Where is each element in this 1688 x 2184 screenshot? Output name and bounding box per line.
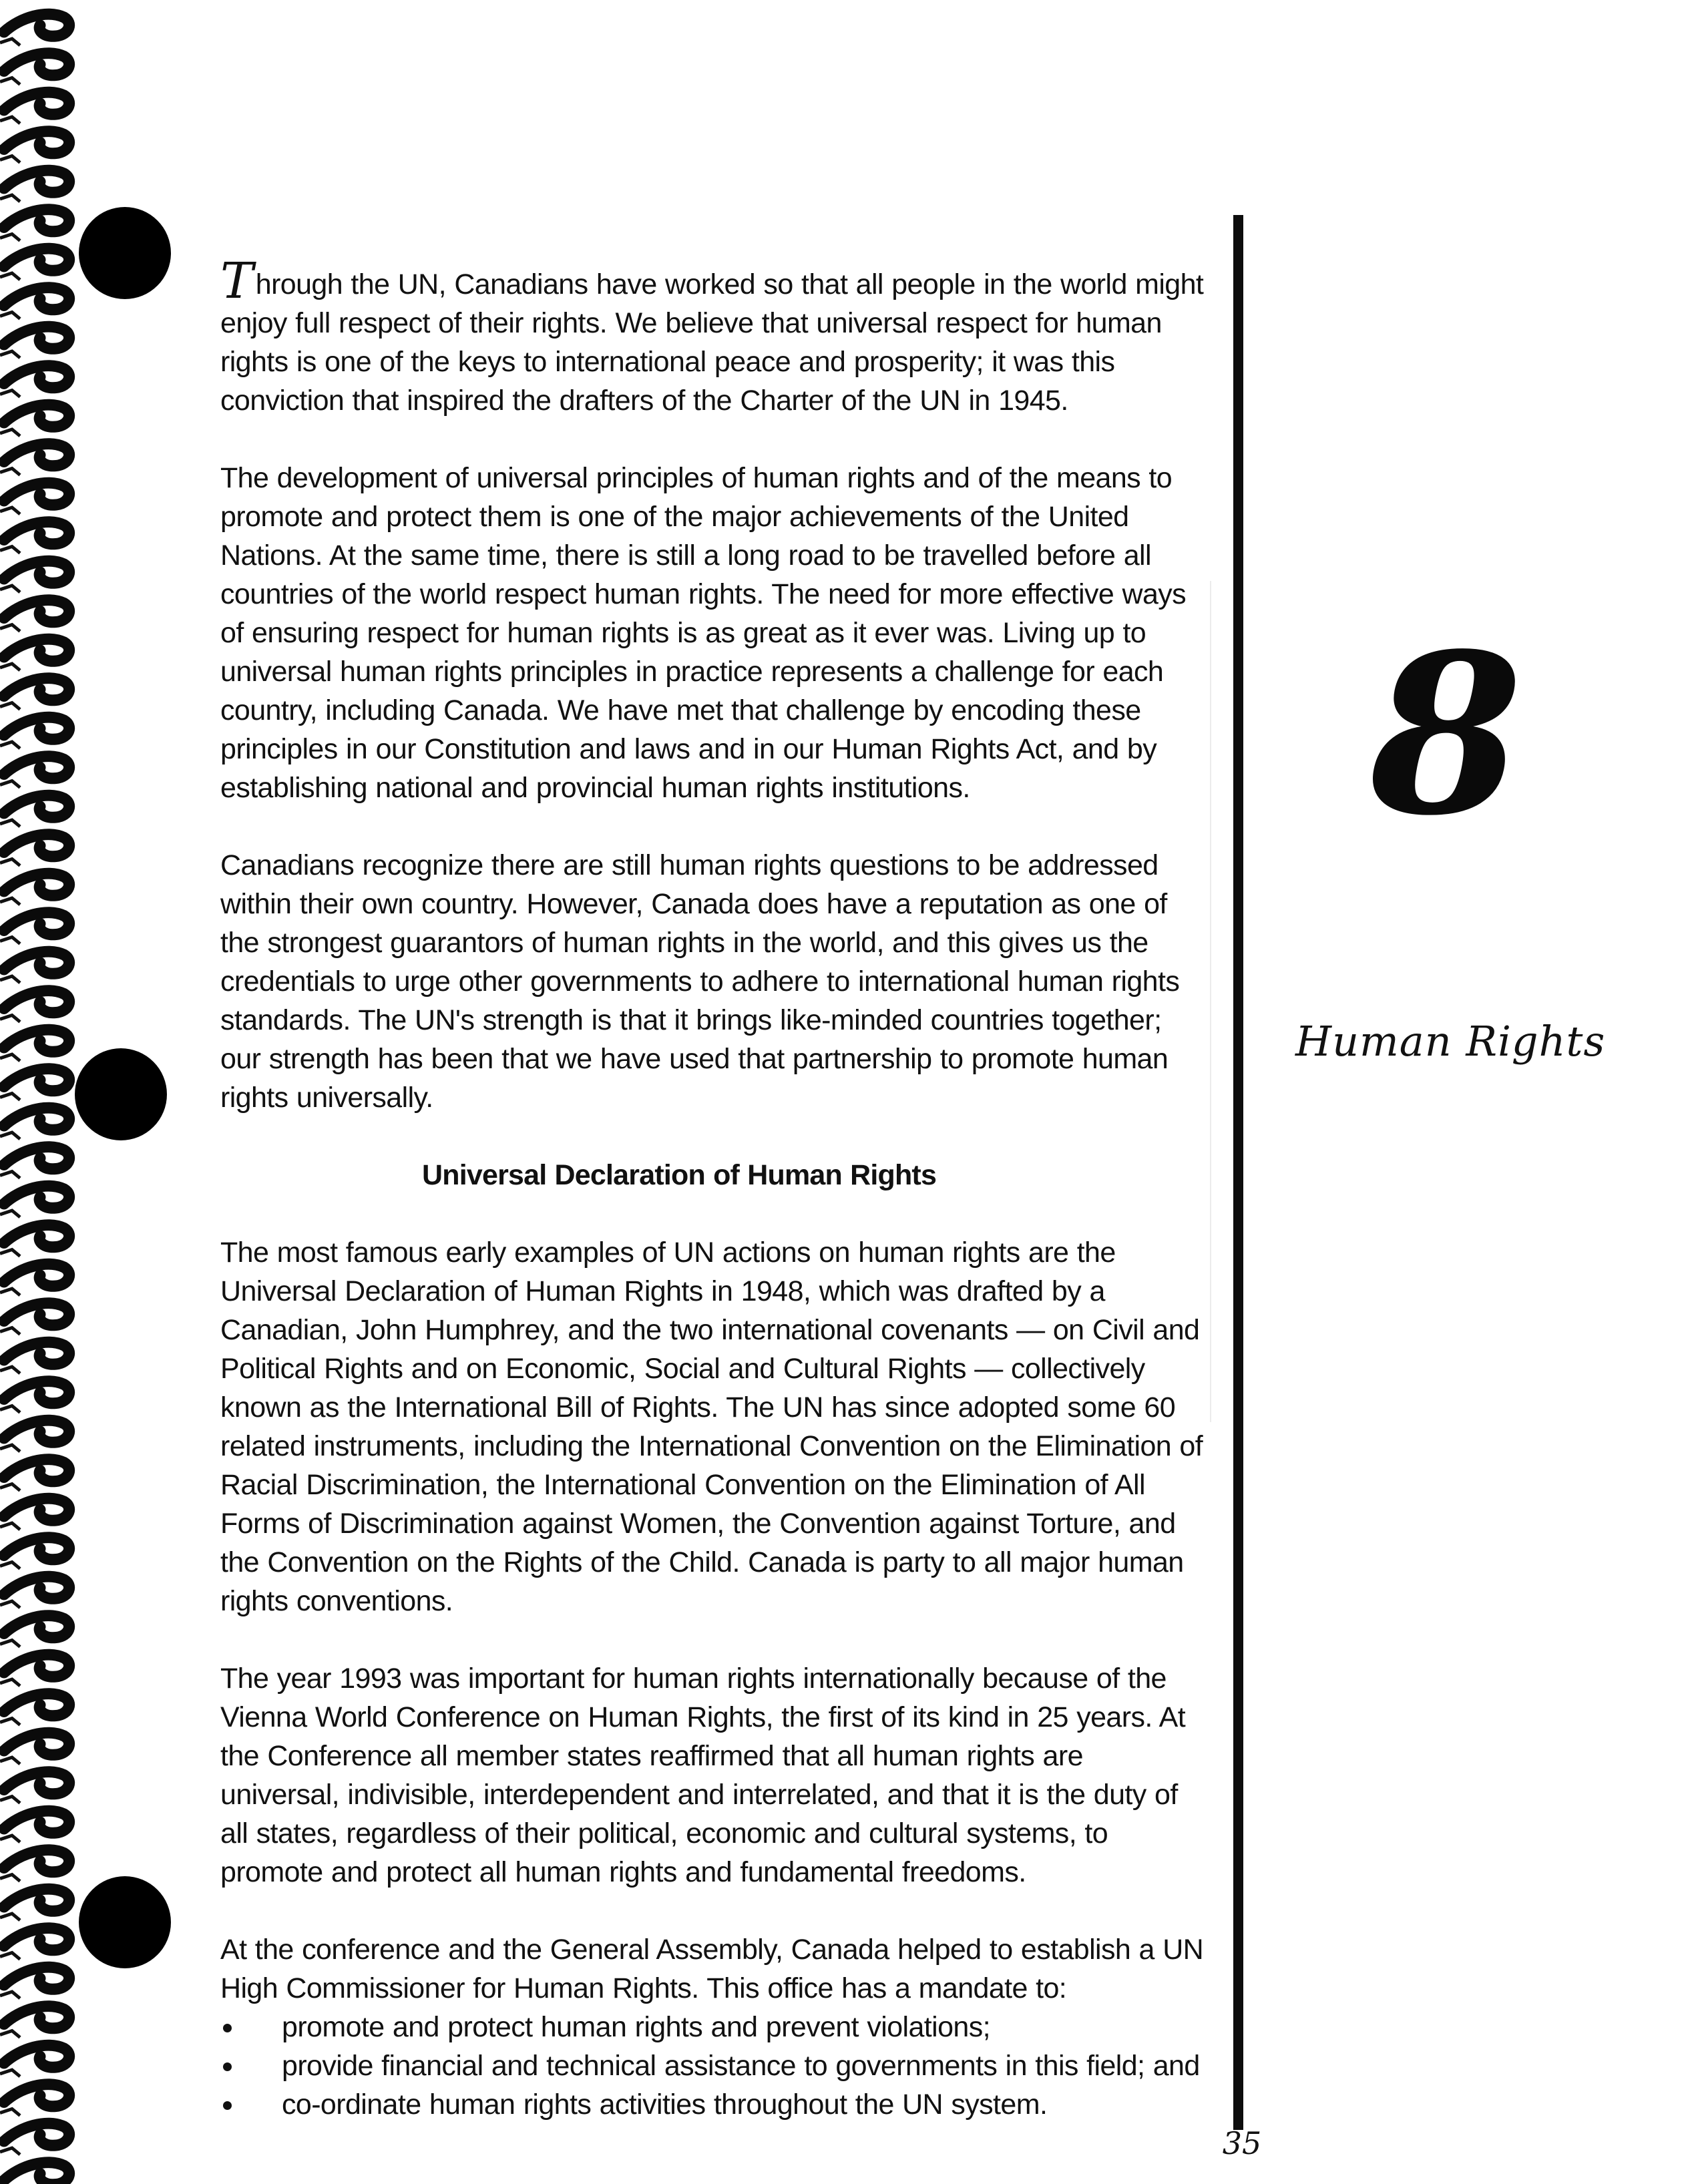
binding-wire xyxy=(0,1484,20,1491)
binding-wire xyxy=(0,273,20,280)
faint-divider xyxy=(1210,581,1211,1422)
binding-wire xyxy=(0,1562,20,1569)
punch-hole xyxy=(79,1876,171,1968)
list-item-text: promote and protect human rights and prevent violations; xyxy=(282,2011,990,2043)
binding-coil xyxy=(4,1928,69,1950)
binding-coil xyxy=(4,1420,69,1442)
binding-coil xyxy=(4,2006,69,2028)
binding-coil xyxy=(4,92,69,114)
binding-wire xyxy=(0,78,20,85)
paragraph-high-commissioner: At the conference and the General Assembly, Canada helped to establish a UN High Commissioner for Human Rights. This office has a mandate to: xyxy=(220,1934,1204,2004)
binding-coil xyxy=(4,1576,69,1598)
binding-coil xyxy=(4,1030,69,1052)
punch-hole xyxy=(79,207,171,299)
binding-coil xyxy=(4,1772,69,1794)
binding-coil xyxy=(4,1498,69,1520)
binding-coil xyxy=(4,951,69,973)
binding-wire xyxy=(0,312,20,319)
paragraph-development: The development of universal principles of human rights and of the means to promote and protect them is one of the major achievements of the United Nations. At the same time, there is still a long road to be travelled before all countries of the world respect human rights. The need for more effective ways of ensuring respect for human rights is as great as it ever was. Living up to universal human rights principles in practice represents a challenge for each country, including Canada. We have met that challenge by encoding these principles in our Constitution and laws and in our Human Rights Act, and by establishing national and provincial human rights institutions. xyxy=(220,462,1187,804)
binding-coil xyxy=(4,1967,69,1989)
binding-coil xyxy=(4,170,69,192)
binding-coil xyxy=(4,756,69,779)
binding-coil xyxy=(4,1694,69,1716)
binding-coil xyxy=(4,288,69,310)
binding-coil xyxy=(4,2123,69,2145)
binding-wire xyxy=(0,391,20,397)
bullet-icon xyxy=(223,2062,232,2071)
binding-coil xyxy=(4,639,69,661)
binding-wire xyxy=(0,1992,20,1998)
bullet-icon xyxy=(223,2101,232,2110)
binding-coil xyxy=(4,873,69,895)
binding-coil xyxy=(4,1342,69,1364)
binding-wire xyxy=(0,1719,20,1725)
binding-coil xyxy=(4,522,69,544)
binding-wire xyxy=(0,1172,20,1178)
binding-coil xyxy=(4,1538,69,1560)
binding-coil xyxy=(4,53,69,75)
binding-wire xyxy=(0,1328,20,1335)
page-number: 35 xyxy=(1222,2125,1262,2161)
binding-coil xyxy=(4,248,69,270)
binding-coil xyxy=(4,991,69,1013)
binding-wire xyxy=(0,1445,20,1452)
list-item-text: co-ordinate human rights activities throughout the UN system. xyxy=(282,2089,1048,2121)
binding-coil xyxy=(4,1069,69,1091)
binding-wire xyxy=(0,820,20,827)
binding-wire xyxy=(0,2070,20,2077)
binding-wire xyxy=(0,976,20,983)
list-item xyxy=(220,2046,1209,2085)
binding-wire xyxy=(0,1289,20,1295)
binding-coil xyxy=(4,913,69,935)
binding-coil xyxy=(4,1460,69,1482)
binding-coil xyxy=(4,717,69,739)
binding-wire xyxy=(0,507,20,514)
list-item xyxy=(220,2085,1209,2124)
binding-coil xyxy=(4,366,69,388)
binding-coil xyxy=(4,561,69,583)
binding-coil xyxy=(4,835,69,857)
binding-wire xyxy=(0,703,20,710)
binding-wire xyxy=(0,781,20,788)
section-heading: Universal Declaration of Human Rights xyxy=(422,1159,937,1191)
binding-wire xyxy=(0,2109,20,2116)
binding-wire xyxy=(0,195,20,202)
binding-coil xyxy=(4,326,69,349)
binding-coil xyxy=(4,1733,69,1755)
binding-wire xyxy=(0,429,20,436)
list-item-text: provide financial and technical assistance to governments in this field; and xyxy=(282,2050,1200,2082)
binding-coil xyxy=(4,1616,69,1638)
binding-wire xyxy=(0,1523,20,1530)
binding-coil xyxy=(4,678,69,700)
binding-coil xyxy=(4,795,69,817)
binding-wire xyxy=(0,1679,20,1686)
binding-coil xyxy=(4,1264,69,1286)
paragraph-year-1993: The year 1993 was important for human rights internationally because of the Vienna World Conference on Human Rights, the first of its kind in 25 years. At the Conference all member states reaffirmed that all human rights are universal, indivisible, interdependent and interrelated, and that it is the duty of all states, regardless of their political, economic and cultural systems, to promote and protect all human rights and fundamental freedoms. xyxy=(220,1663,1186,1888)
binding-wire xyxy=(0,859,20,866)
binding-wire xyxy=(0,1641,20,1647)
binding-wire xyxy=(0,2148,20,2155)
binding-wire xyxy=(0,234,20,241)
bullet-icon xyxy=(223,2024,232,2032)
paragraph-canadians-recognize: Canadians recognize there are still human rights questions to be addressed within their own country. However, Canada does have a reputation as one of the strongest guarantors of human rights in the world, and this gives us the credentials to urge other governments to adhere to international human rights standards. The UN's strength is that it brings like-minded countries together; our strength has been that we have used that partnership to promote human rights universally. xyxy=(220,849,1180,1114)
binding-coil xyxy=(4,1381,69,1403)
binding-wire xyxy=(0,586,20,592)
intro-paragraph-text: hrough the UN, Canadians have worked so that all people in the world might enjoy full respect of their rights. We believe that universal respect for human rights is one of the keys to international peace and prosperity; it was this conviction that inspired the drafters of the Charter of the UN in 1945. xyxy=(220,268,1204,417)
intro-paragraph xyxy=(220,252,1209,420)
mandate-list xyxy=(220,2008,1209,2124)
binding-wire xyxy=(0,1875,20,1882)
binding-coil xyxy=(4,14,69,36)
binding-coil xyxy=(4,1850,69,1872)
binding-wire xyxy=(0,1757,20,1764)
binding-wire xyxy=(0,1250,20,1257)
spiral-binding xyxy=(0,0,80,2184)
binding-coil xyxy=(4,483,69,505)
binding-wire xyxy=(0,625,20,632)
binding-wire xyxy=(0,898,20,905)
binding-wire xyxy=(0,1094,20,1100)
binding-coil xyxy=(4,2045,69,2067)
binding-coil xyxy=(4,1303,69,1325)
binding-wire xyxy=(0,2031,20,2038)
punch-hole xyxy=(75,1048,167,1140)
paragraph-famous-examples: The most famous early examples of UN actions on human rights are the Universal Declaration of Human Rights in 1948, which was drafted by a Canadian, John Humphrey, and the two international covenants — on Civil and Political Rights and on Economic, Social and Cultural Rights — collectively known as the International Bill of Rights. The UN has since adopted some 60 related instruments, including the International Convention on the Elimination of Racial Discrimination, the International Convention on the Elimination of All Forms of Discrimination against Women, the Convention against Torture, and the Convention on the Rights of the Child. Canada is party to all major human rights conventions. xyxy=(220,1237,1203,1617)
binding-wire xyxy=(0,742,20,748)
binding-wire xyxy=(0,1132,20,1139)
binding-wire xyxy=(0,1367,20,1373)
binding-wire xyxy=(0,1953,20,1960)
binding-wire xyxy=(0,937,20,944)
binding-wire xyxy=(0,1406,20,1413)
binding-coil xyxy=(4,132,69,154)
binding-wire xyxy=(0,1601,20,1608)
binding-wire xyxy=(0,117,20,124)
binding-wire xyxy=(0,1914,20,1920)
list-item xyxy=(220,2008,1209,2046)
binding-wire xyxy=(0,1797,20,1803)
binding-coil xyxy=(4,1811,69,1833)
binding-wire xyxy=(0,1835,20,1842)
binding-wire xyxy=(0,39,20,45)
binding-coil xyxy=(4,1225,69,1247)
binding-coil xyxy=(4,600,69,622)
binding-wire xyxy=(0,1054,20,1061)
binding-wire xyxy=(0,547,20,554)
main-text-column xyxy=(220,252,1209,2124)
binding-coil xyxy=(4,1186,69,1208)
binding-wire xyxy=(0,664,20,670)
binding-wire xyxy=(0,469,20,475)
chapter-title: Human Rights xyxy=(1295,1017,1606,1066)
binding-coil xyxy=(4,1889,69,1911)
binding-coil xyxy=(4,2163,69,2184)
drop-cap: T xyxy=(220,252,253,310)
binding-coil xyxy=(4,405,69,427)
binding-coil xyxy=(4,210,69,232)
binding-coil xyxy=(4,1108,69,1130)
binding-wire xyxy=(0,351,20,358)
vertical-divider xyxy=(1233,215,1243,2130)
binding-coil xyxy=(4,444,69,466)
binding-coil xyxy=(4,2085,69,2107)
binding-coil xyxy=(4,1147,69,1169)
binding-wire xyxy=(0,1016,20,1022)
binding-wire xyxy=(0,1211,20,1217)
binding-wire xyxy=(0,156,20,163)
chapter-number: 8 xyxy=(1369,605,1523,864)
binding-coil xyxy=(4,1655,69,1677)
